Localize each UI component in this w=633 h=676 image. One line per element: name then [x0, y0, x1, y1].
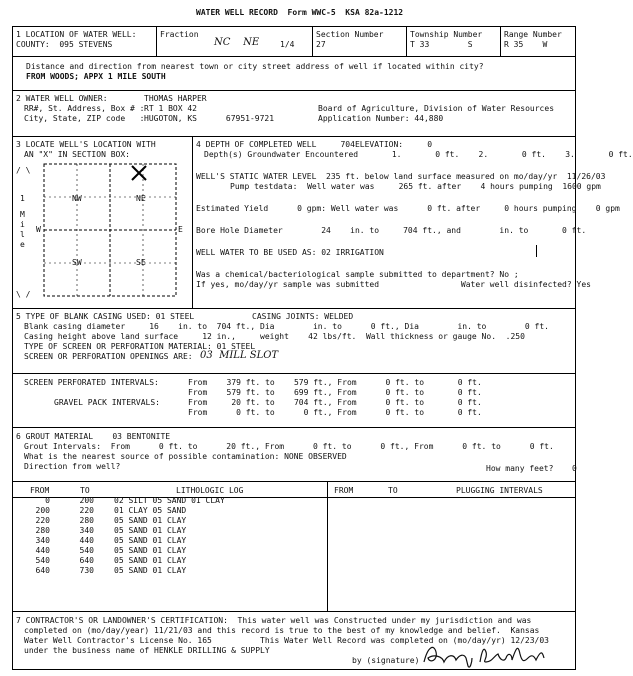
log-row-to: 440: [79, 536, 94, 545]
grout-intervals: Grout Intervals: From 0 ft. to 20 ft., From 0 ft. to 0 ft., From 0 ft. to 0 ft.: [24, 442, 554, 451]
location-label: 1 LOCATION OF WATER WELL:: [16, 30, 137, 39]
log-row-from: 220: [35, 516, 50, 525]
casing-type: 5 TYPE OF BLANK CASING USED: 01 STEEL CASING JOINTS: WELDED: [16, 312, 354, 321]
how-many-feet-value: 0: [572, 464, 577, 473]
static-level: WELL'S STATIC WATER LEVEL 235 ft. below land surface measured on mo/day/yr 11/26/03: [196, 172, 606, 181]
contamination-source: What is the nearest source of possible contamination: NONE OBSERVED: [24, 452, 347, 461]
screen-interval-row: From 579 ft. to 699 ft., From 0 ft. to 0 ft.: [188, 388, 482, 397]
log-row-desc: 05 SAND 01 CLAY: [114, 526, 187, 535]
city-label: City, State, ZIP code :: [24, 114, 145, 123]
log-row-desc: 05 SAND 01 CLAY: [114, 516, 187, 525]
section-label: Section Number: [316, 30, 384, 39]
how-many-feet-label: How many feet?: [486, 464, 554, 473]
rule-s1-mid: [12, 56, 576, 57]
fraction-handwritten: NC NE: [214, 37, 260, 48]
gravel-interval-row: From 20 ft. to 704 ft., From 0 ft. to 0 ft.: [188, 398, 482, 407]
rule-s3: [12, 136, 576, 137]
rr-value: RT 1 BOX 42: [144, 104, 197, 113]
rule-v-township: [406, 26, 407, 56]
township-label: Township Number: [410, 30, 483, 39]
log-row-from: 440: [35, 546, 50, 555]
quadrant-ne: NE: [136, 194, 146, 203]
log-row-to: 730: [79, 566, 94, 575]
application-number: Application Number: 44,880: [318, 114, 444, 123]
mile-label: M i l e: [20, 210, 25, 249]
rule-v-section: [312, 26, 313, 56]
log-row-to: 220: [79, 506, 94, 515]
screen-interval-row: From 379 ft. to 579 ft., From 0 ft. to 0 ft.: [188, 378, 482, 387]
rule-s7: [12, 611, 576, 612]
bore-diameter: Bore Hole Diameter 24 in. to 704 ft., and in. to 0 ft.: [196, 226, 587, 235]
screen-intervals-label: SCREEN PERFORATED INTERVALS:: [24, 378, 159, 387]
pump-test: Pump testdata: Well water was 265 ft. after 4 hours pumping 1600 gpm: [230, 182, 601, 191]
quadrant-se: SE: [136, 258, 146, 267]
form-title: WATER WELL RECORD Form WWC-5 KSA 82a-1212: [196, 8, 404, 17]
rule-s5: [12, 308, 576, 309]
east-label: E: [178, 225, 183, 234]
cert-line-3: Water Well Contractor's License No. 165 This Water Well Record was completed on (mo/day/yr) 12/23/03: [24, 636, 549, 645]
log-header-from: FROM: [30, 486, 50, 495]
chem-question: Was a chemical/bacteriological sample submitted to department? No ;: [196, 270, 519, 279]
rule-v-fraction: [156, 26, 157, 56]
owner-name: THOMAS HARPER: [144, 94, 207, 103]
by-signature-label: by (signature): [352, 656, 420, 665]
log-header-lithology: LITHOLOGIC LOG: [176, 486, 244, 495]
cert-line-4: under the business name of HENKLE DRILLING & SUPPLY: [24, 646, 270, 655]
distance-question: Distance and direction from nearest town or city street address of well if located within city?: [26, 62, 484, 71]
log-row-desc: 05 SAND 01 CLAY: [114, 536, 187, 545]
north-slash: / \: [16, 166, 31, 175]
log-row-from: 280: [35, 526, 50, 535]
log-row-to: 200: [79, 496, 94, 505]
chem-date: If yes, mo/day/yr sample was submitted Water well disinfected? Yes: [196, 280, 591, 289]
direction-label: Direction from well?: [24, 462, 121, 471]
gravel-interval-row: From 0 ft. to 0 ft., From 0 ft. to 0 ft.: [188, 408, 482, 417]
log-row-desc: 01 CLAY 05 SAND: [114, 506, 187, 515]
gravel-intervals-label: GRAVEL PACK INTERVALS:: [54, 398, 160, 407]
owner-label: 2 WATER WELL OWNER:: [16, 94, 108, 103]
depth-completed: 4 DEPTH OF COMPLETED WELL 704ELEVATION: 0: [196, 140, 433, 149]
depth-groundwater: Depth(s) Groundwater Encountered 1. 0 ft. 2. 0 ft. 3. 0 ft.: [204, 150, 633, 159]
log-row-from: 0: [45, 496, 50, 505]
plug-header-from: FROM: [334, 486, 354, 495]
fraction-label: Fraction: [160, 30, 199, 39]
log-row-desc: 05 SAND 01 CLAY: [114, 556, 187, 565]
section-value: 27: [316, 40, 326, 49]
distance-answer: FROM WOODS; APPX 1 MILE SOUTH: [26, 72, 166, 81]
signature: [420, 640, 550, 670]
quadrant-nw: NW: [72, 194, 82, 203]
rule-v-range: [500, 26, 501, 56]
city-value: HUGOTON, KS 67951-9721: [144, 114, 275, 123]
rule-v-s3: [192, 136, 193, 308]
log-row-from: 640: [35, 566, 50, 575]
log-row-desc: 02 SILT 05 SAND 01 CLAY: [114, 496, 225, 505]
cert-line-2: completed on (mo/day/year) 11/21/03 and this record is true to the best of my knowledge and belief. Kansas: [24, 626, 540, 635]
estimated-yield: Estimated Yield 0 gpm: Well water was 0 ft. after 0 hours pumping 0 gpm: [196, 204, 620, 213]
log-header-to: TO: [80, 486, 90, 495]
openings-label: SCREEN OR PERFORATION OPENINGS ARE:: [24, 352, 193, 361]
locate-heading-1: 3 LOCATE WELL'S LOCATION WITH: [16, 140, 156, 149]
township-value: T 33 S: [410, 40, 473, 49]
west-label: W: [36, 225, 41, 234]
log-row-from: 540: [35, 556, 50, 565]
rule-s6: [12, 427, 576, 428]
log-row-to: 280: [79, 516, 94, 525]
openings-handwritten: 03 MILL SLOT: [200, 350, 279, 361]
one-label: 1: [20, 194, 25, 203]
well-x-mark: [132, 166, 146, 180]
grout-material: 6 GROUT MATERIAL 03 BENTONITE: [16, 432, 171, 441]
log-row-desc: 05 SAND 01 CLAY: [114, 566, 187, 575]
log-row-from: 200: [35, 506, 50, 515]
rule-intervals: [12, 373, 576, 374]
cert-line-1: 7 CONTRACTOR'S OR LANDOWNER'S CERTIFICATION: This water well was Constructed under my jurisdiction and was: [16, 616, 532, 625]
board-text: Board of Agriculture, Division of Water Resources: [318, 104, 555, 113]
rule-v-log: [327, 481, 328, 611]
south-slash: \ /: [16, 290, 31, 299]
rule-s2: [12, 90, 576, 91]
rule-log-header: [12, 497, 576, 498]
rr-label: RR#, St. Address, Box # :: [24, 104, 145, 113]
rule-log: [12, 481, 576, 482]
log-row-from: 340: [35, 536, 50, 545]
log-row-to: 640: [79, 556, 94, 565]
blank-diameter: Blank casing diameter 16 in. to 704 ft., Dia in. to 0 ft., Dia in. to 0 ft.: [24, 322, 549, 331]
quadrant-sw: SW: [72, 258, 82, 267]
water-use: WELL WATER TO BE USED AS: 02 IRRIGATION: [196, 248, 384, 257]
range-label: Range Number: [504, 30, 562, 39]
county: COUNTY: 095 STEVENS: [16, 40, 113, 49]
range-value: R 35 W: [504, 40, 548, 49]
fraction-quarter: 1/4: [280, 40, 295, 49]
log-row-to: 340: [79, 526, 94, 535]
log-row-to: 540: [79, 546, 94, 555]
plug-header-intervals: PLUGGING INTERVALS: [456, 486, 543, 495]
log-row-desc: 05 SAND 01 CLAY: [114, 546, 187, 555]
locate-heading-2: AN "X" IN SECTION BOX:: [24, 150, 130, 159]
plug-header-to: TO: [388, 486, 398, 495]
screen-material: TYPE OF SCREEN OR PERFORATION MATERIAL: 01 STEEL: [24, 342, 256, 351]
casing-height: Casing height above land surface 12 in., weight 42 lbs/ft. Wall thickness or gauge No. .250: [24, 332, 525, 341]
use-tick: [536, 245, 537, 257]
